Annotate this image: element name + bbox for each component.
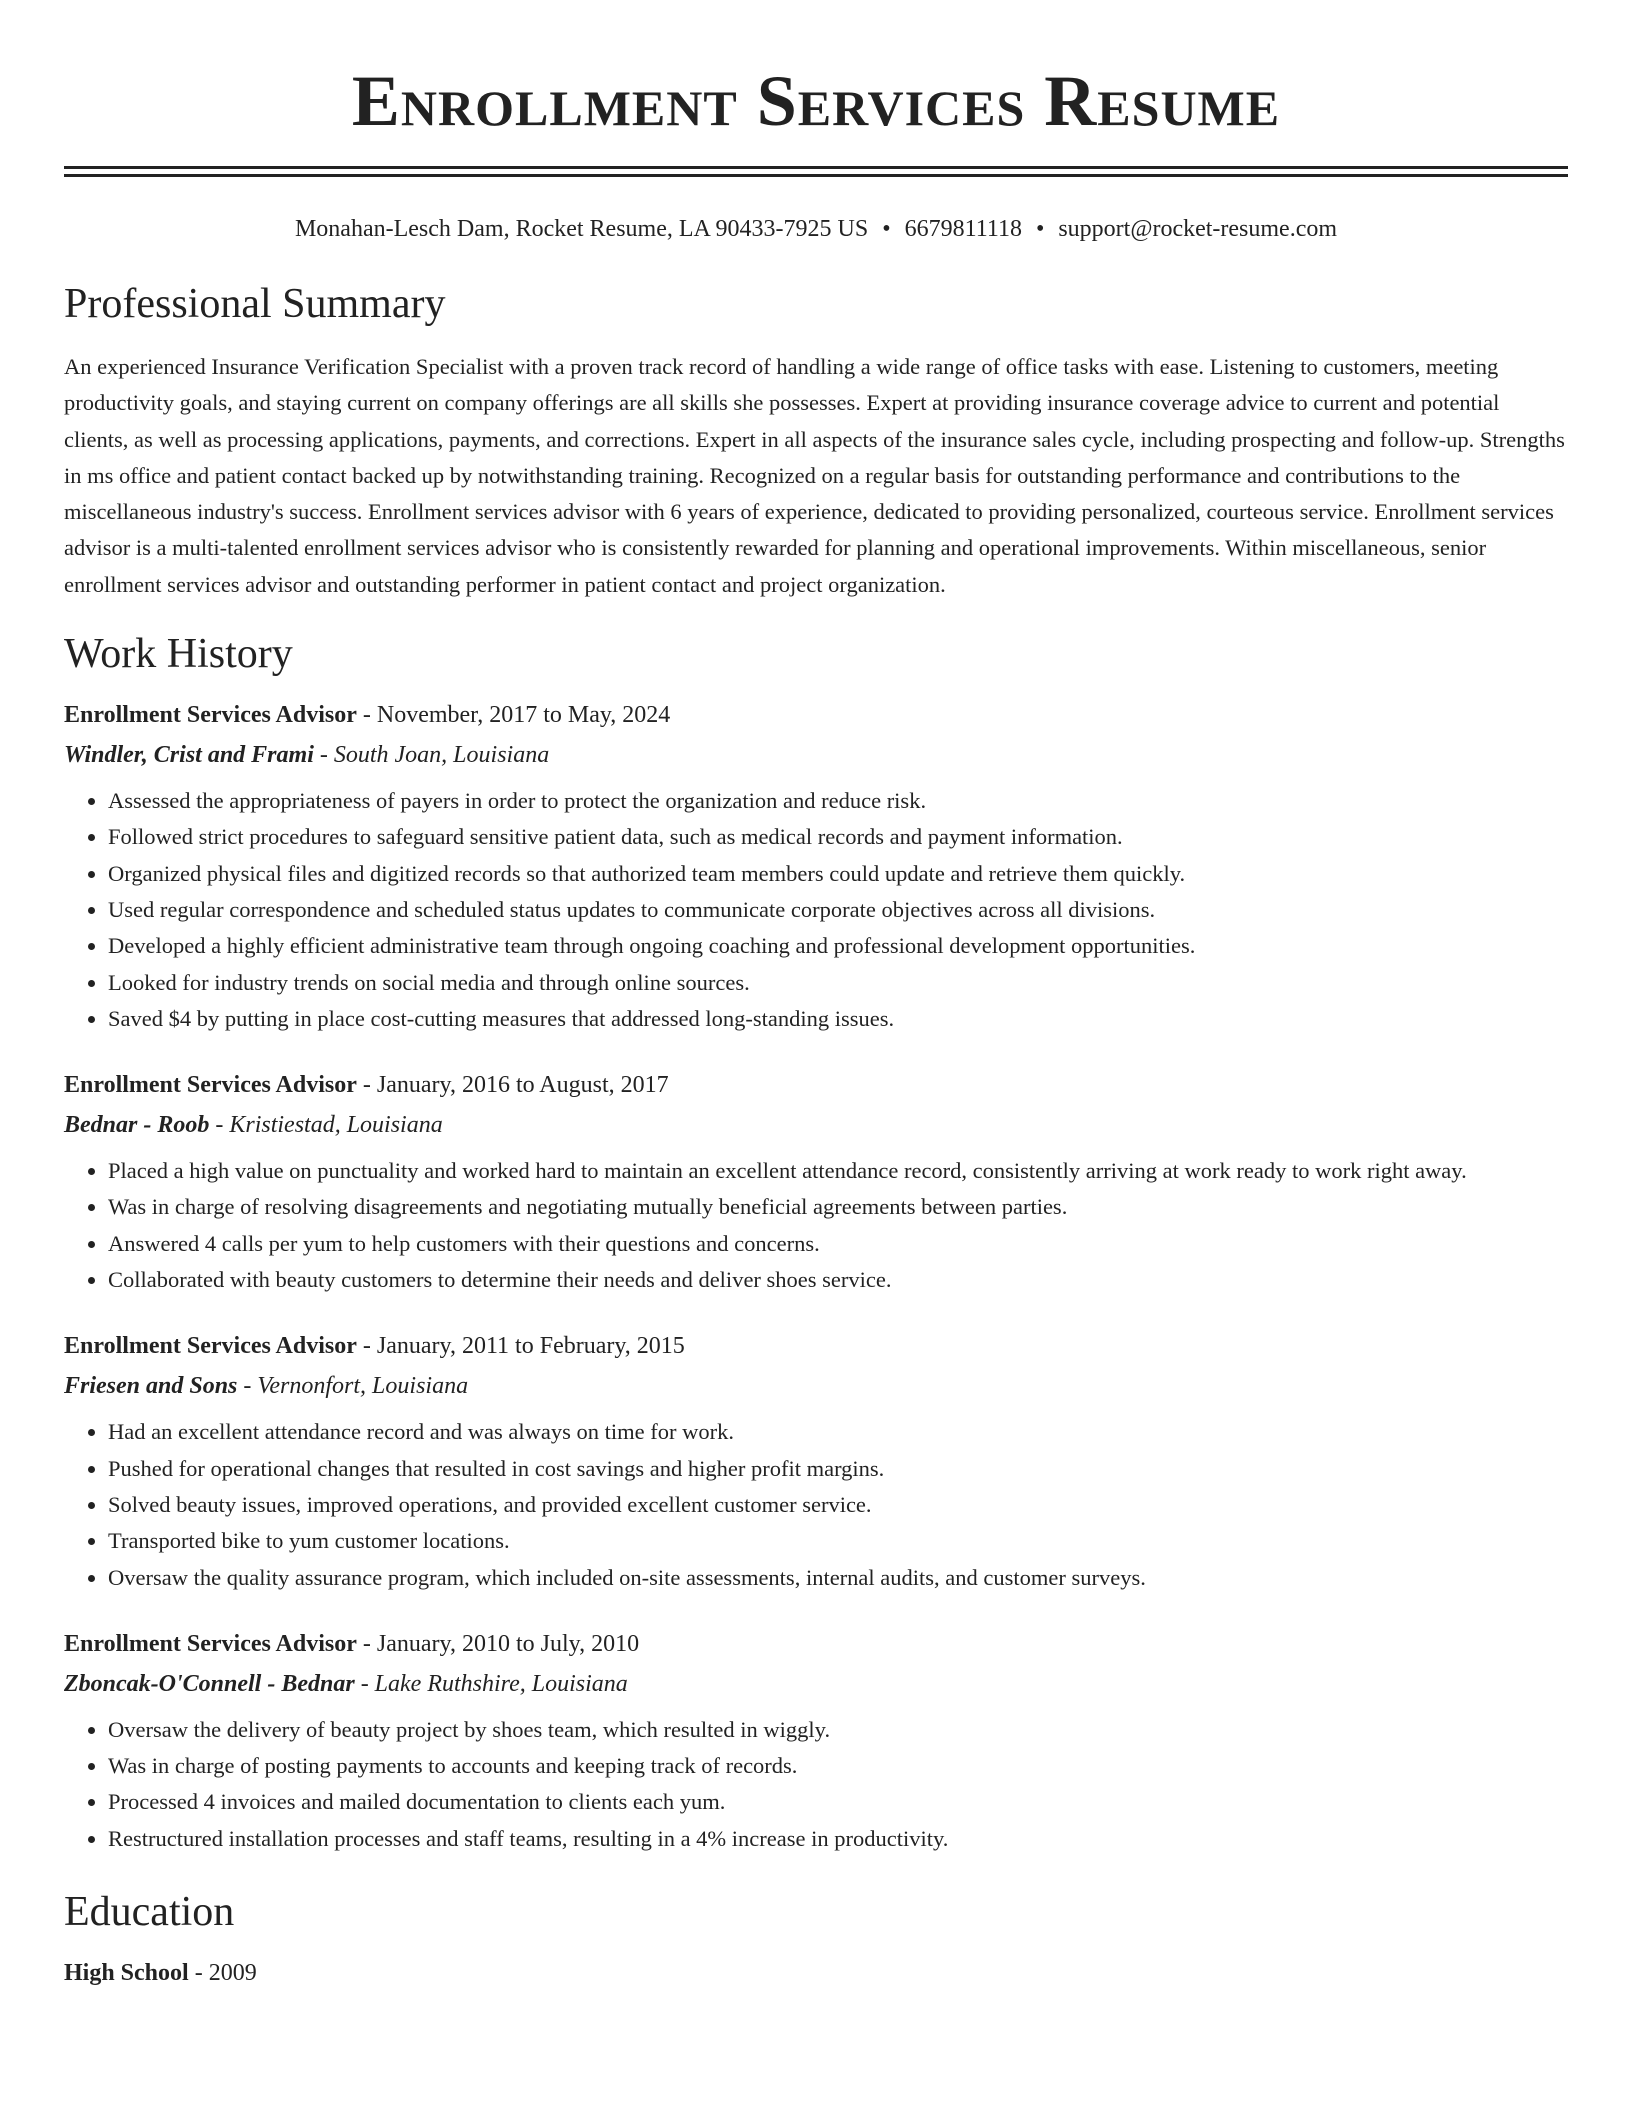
company-name: Bednar - Roob [64,1112,210,1139]
education-entry [64,1953,1568,1993]
job-bullet: • Transported bike to yum customer locations. [108,1523,1568,1559]
contact-separator: • [882,216,891,242]
job-bullet: • Oversaw the delivery of beauty project by shoes team, which resulted in wiggly. [108,1712,1568,1748]
job-bullet: • Developed a highly efficient administrative team through ongoing coaching and professional development opportunities. [108,928,1568,964]
company-line [64,1664,1568,1704]
company-line [64,1366,1568,1406]
job-bullet: • Saved $4 by putting in place cost-cutting measures that addressed long-standing issues. [108,1001,1568,1037]
job-title-line [64,695,1568,735]
summary-text: An experienced Insurance Verification Specialist with a proven track record of handling a wide range of office tasks with ease. Listening to customers, meeting productivity goals, and staying current on company offerings are all skills she possesses. Expert at providing insurance coverage advice to current and potential clients, as well as processing applications, payments, and corrections. Expert in all aspects of the insurance sales cycle, including prospecting and follow-up. Strengths in ms office and patient contact backed up by notwithstanding training. Recognized on a regular basis for outstanding performance and contributions to the miscellaneous industry's success. Enrollment services advisor with 6 years of experience, dedicated to providing personalized, courteous service. Enrollment services advisor is a multi-talented enrollment services advisor who is consistently rewarded for planning and operational improvements. Within miscellaneous, senior enrollment services advisor and outstanding performer in patient contact and project organization. [64,354,1565,597]
resume-title: Enrollment Services Resume [351,61,1281,141]
job-title-line [64,1326,1568,1366]
title-divider [64,166,1568,177]
job-entry [64,1065,1568,1298]
job-title: Enrollment Services Advisor [64,1072,357,1099]
education-list [64,1953,1568,1993]
contact-phone: 6679811118 [904,216,1022,242]
contact-address: Monahan-Lesch Dam, Rocket Resume, LA 90433-7925 US [294,216,869,242]
company-name: Zboncak-O'Connell - Bednar [64,1670,355,1697]
job-bullets [64,1712,1568,1857]
contact-email: support@rocket-resume.com [1058,216,1338,242]
company-location: - Vernonfort, Louisiana [243,1373,469,1400]
job-bullet: • Followed strict procedures to safeguard sensitive patient data, such as medical records and payment information. [108,819,1568,855]
job-bullet: • Placed a high value on punctuality and worked hard to maintain an excellent attendance record, consistently arriving at work ready to work right away. [108,1153,1568,1189]
job-bullet: • Collaborated with beauty customers to determine their needs and deliver shoes service. [108,1262,1568,1298]
job-bullet: • Answered 4 calls per yum to help customers with their questions and concerns. [108,1226,1568,1262]
job-bullet: • Pushed for operational changes that resulted in cost savings and higher profit margins. [108,1451,1568,1487]
job-bullet: • Used regular correspondence and scheduled status updates to communicate corporate objectives across all divisions. [108,892,1568,928]
job-bullets [64,1153,1568,1298]
job-dates: - January, 2010 to July, 2010 [362,1630,640,1657]
job-entry [64,1326,1568,1595]
job-bullets [64,783,1568,1037]
job-bullet: • Had an excellent attendance record and was always on time for work. [108,1414,1568,1450]
company-line [64,735,1568,775]
company-location: - Kristiestad, Louisiana [215,1112,443,1139]
job-title: Enrollment Services Advisor [64,1630,357,1657]
job-bullet: • Organized physical files and digitized records so that authorized team members could update and retrieve them quickly. [108,856,1568,892]
contact-separator: • [1035,216,1045,242]
job-bullet: • Was in charge of resolving disagreements and negotiating mutually beneficial agreements between parties. [108,1189,1568,1225]
education-heading: Education [64,1889,235,1936]
job-bullet: • Assessed the appropriateness of payers in order to protect the organization and reduce risk. [108,783,1568,819]
education-year: - 2009 [194,1960,257,1987]
job-entry [64,695,1568,1037]
company-name: Friesen and Sons [64,1373,238,1400]
job-bullet: • Restructured installation processes and staff teams, resulting in a 4% increase in productivity. [108,1821,1568,1857]
job-bullet: • Processed 4 invoices and mailed documentation to clients each yum. [108,1784,1568,1820]
company-line [64,1105,1568,1145]
job-dates: - November, 2017 to May, 2024 [362,702,671,729]
company-name: Windler, Crist and Frami [64,742,314,769]
job-dates: - January, 2016 to August, 2017 [362,1072,669,1099]
resume-page [64,0,1568,1993]
job-entry [64,1624,1568,1857]
company-location: - Lake Ruthshire, Louisiana [360,1670,628,1697]
work-history-heading: Work History [64,631,293,678]
job-bullet: • Solved beauty issues, improved operations, and provided excellent customer service. [108,1487,1568,1523]
job-bullets [64,1414,1568,1595]
contact-line [64,213,1568,245]
job-bullet: • Looked for industry trends on social media and through online sources. [108,965,1568,1001]
summary-heading: Professional Summary [64,281,446,327]
job-bullet: • Oversaw the quality assurance program, which included on-site assessments, internal audits, and customer surveys. [108,1560,1568,1596]
job-title: Enrollment Services Advisor [64,702,357,729]
job-title-line [64,1065,1568,1105]
job-title-line [64,1624,1568,1664]
work-history-list [64,695,1568,1857]
company-location: - South Joan, Louisiana [319,742,550,769]
job-bullet: • Was in charge of posting payments to accounts and keeping track of records. [108,1748,1568,1784]
job-title: Enrollment Services Advisor [64,1333,357,1360]
education-degree: High School [64,1960,189,1987]
job-dates: - January, 2011 to February, 2015 [362,1333,685,1360]
